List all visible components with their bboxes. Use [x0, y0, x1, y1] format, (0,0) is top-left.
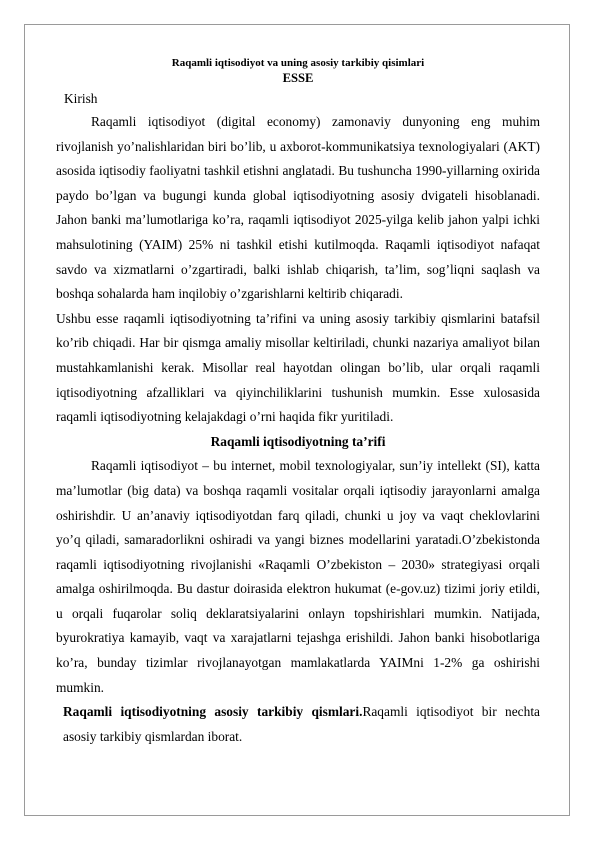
components-text: Raqamli iqtisodiyot bir nechta asosiy tarkibiy qismlardan iborat.	[63, 704, 540, 744]
components-paragraph	[56, 700, 540, 749]
intro-label: Kirish	[64, 91, 98, 106]
document-subtitle: ESSE	[282, 71, 314, 85]
intro-paragraph-1: Raqamli iqtisodiyot (digital economy) zamonaviy dunyoning eng muhim rivojlanish yo’nalishlaridan biri bo’lib, u axborot-kommunikatsiya texnologiyalari (AKT) asosida iqtisodiy faoliyatni tashkil etishni anglatadi. Bu tushuncha 1990-yillarning oxirida paydo bo’lgan va bugungi kunda global iqtisodiyotning asosiy dvigateli hisoblanadi. Jahon banki ma’lumotlariga ko’ra, raqamli iqtisodiyot 2025-yilga kelib jahon yalpi ichki mahsulotining (YAIM) 25% ni tashkil etishi kutilmoqda. Raqamli iqtisodiyot nafaqat savdo va xizmatlarni o’zgartiradi, balki ishlab chiqarish, ta’lim, sog’liqni saqlash va boshqa sohalarda ham inqilobiy o’zgarishlarni keltirib chiqaradi.	[56, 114, 540, 302]
definition-paragraph: Raqamli iqtisodiyot – bu internet, mobil texnologiyalar, sun’iy intellekt (SI), katta ma’lumotlar (big data) va boshqa raqamli vositalar orqali iqtisodiy jarayonlarni amalga oshirishdir. U an’anaviy iqtisodiyotdan farq qiladi, chunki u joy va vaqt cheklovlarini yo’q qiladi, samaradorlikni oshiradi va yangi biznes modellarini yaratadi.O’zbekistonda raqamli iqtisodiyotning rivojlanishi «Raqamli O’zbekiston – 2030» strategiyasi orqali amalga oshirilmoqda. Bu dastur doirasida elektron hukumat (e-gov.uz) tizimi joriy etildi, u orqali fuqarolar soliq deklaratsiyalarini onlayn topshirishlari mumkin. Natijada, byurokratiya kamayib, vaqt va xarajatlarni tejashga erishildi. Jahon banki hisobotlariga ko’ra, bunday tizimlar rivojlanayotgan mamlakatlarda YAIMni 1-2% ga oshirishi mumkin.	[56, 458, 540, 695]
section-heading: Raqamli iqtisodiyotning ta’rifi	[210, 433, 386, 449]
document-body	[56, 56, 540, 749]
components-lead: Raqamli iqtisodiyotning asosiy tarkibiy qismlari.	[63, 704, 363, 720]
intro-paragraph-2: Ushbu esse raqamli iqtisodiyotning ta’rifini va uning asosiy tarkibiy qismlarini batafsil ko’rib chiqadi. Har bir qismga amaliy misollar keltiriladi, chunki nazariya amaliyot bilan mustahkamlanishi kerak. Misollar real hayotdan olingan bo’lib, ular orqali raqamli iqtisodiyotning afzalliklari va qiyinchiliklarini tushunish mumkin. Esse xulosasida raqamli iqtisodiyotning kelajakdagi o’rni haqida fikr yuritiladi.	[56, 310, 540, 425]
document-title: Raqamli iqtisodiyot va uning asosiy tarkibiy qisimlari	[171, 57, 425, 69]
